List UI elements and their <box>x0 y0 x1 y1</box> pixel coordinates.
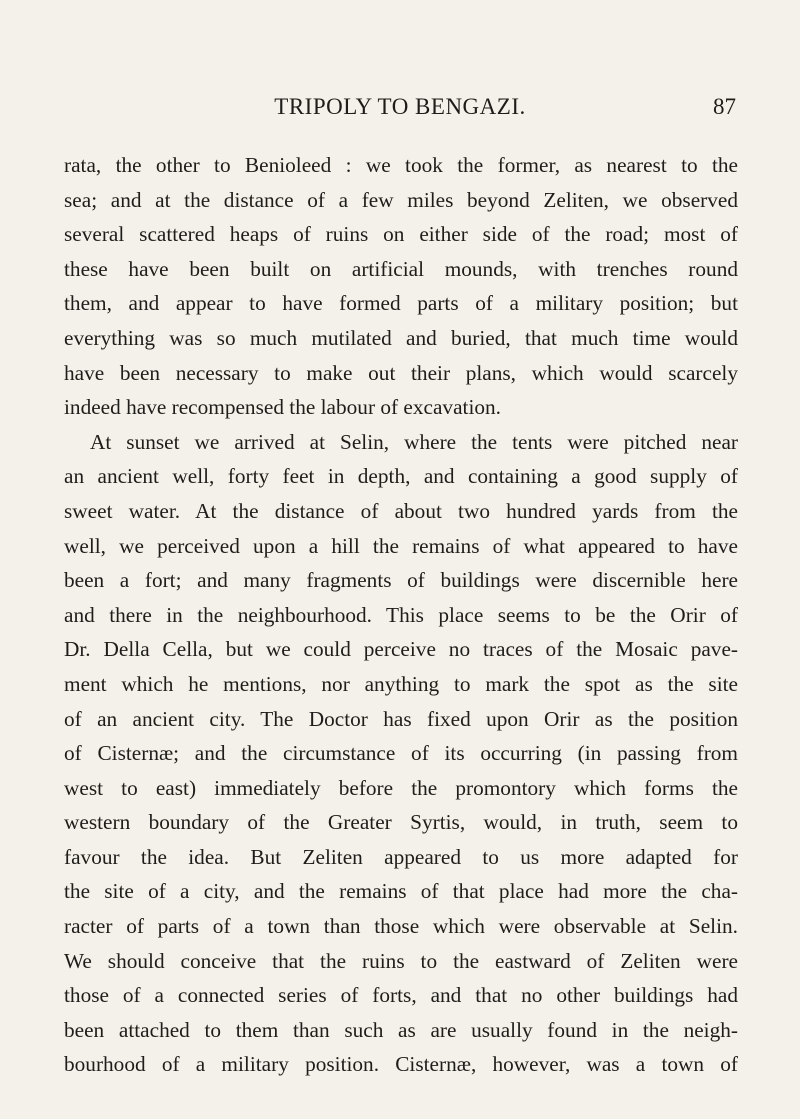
text-line: several scattered heaps of ruins on either side of the road; most of <box>64 222 738 247</box>
text-line: and there in the neighbourhood. This place seems to be the Orir of <box>64 602 738 627</box>
text-line: them, and appear to have formed parts of a military position; but <box>64 291 738 316</box>
text-line: west to east) immediately before the promontory which forms the <box>64 775 738 800</box>
text-line: been a fort; and many fragments of buildings were discernible here <box>64 568 738 593</box>
text-line: everything was so much mutilated and buried, that much time would <box>64 325 738 350</box>
text-line: have been necessary to make out their plans, which would scarcely <box>64 360 738 385</box>
text-line: of Cisternæ; and the circumstance of its occurring (in passing from <box>64 741 738 766</box>
text-line: sweet water. At the distance of about two hundred yards from the <box>64 498 738 523</box>
text-line: rata, the other to Benioleed : we took the former, as nearest to the <box>64 153 738 177</box>
text-line: the site of a city, and the remains of that place had more the cha- <box>64 879 738 904</box>
text-line: indeed have recompensed the labour of excavation. <box>64 395 501 420</box>
text-line: Dr. Della Cella, but we could perceive no traces of the Mosaic pave- <box>64 637 738 662</box>
text-line: of an ancient city. The Doctor has fixed upon Orir as the position <box>64 706 738 731</box>
text-line: these have been built on artificial mounds, with trenches round <box>64 256 738 281</box>
text-line: We should conceive that the ruins to the eastward of Zeliten were <box>64 948 738 973</box>
text-line: an ancient well, forty feet in depth, and containing a good supply of <box>64 464 738 489</box>
paragraph-2 <box>64 425 738 1082</box>
text-line: ment which he mentions, nor anything to mark the spot as the site <box>64 671 738 696</box>
text-line: racter of parts of a town than those which were observable at Selin. <box>64 914 738 939</box>
text-line: sea; and at the distance of a few miles beyond Zeliten, we observed <box>64 187 738 212</box>
text-line: western boundary of the Greater Syrtis, would, in truth, seem to <box>64 810 738 835</box>
page-number: 87 <box>713 94 736 119</box>
paragraph-1 <box>64 148 738 425</box>
page-header <box>0 88 800 128</box>
text-line: well, we perceived upon a hill the remains of what appeared to have <box>64 533 738 558</box>
text-line: At sunset we arrived at Selin, where the tents were pitched near <box>90 429 738 454</box>
text-line: favour the idea. But Zeliten appeared to us more adapted for <box>64 844 738 869</box>
text-line: bourhood of a military position. Cisternæ, however, was a town of <box>64 1052 738 1077</box>
text-line: those of a connected series of forts, and that no other buildings had <box>64 983 738 1008</box>
body-text <box>64 148 738 1082</box>
text-line: been attached to them than such as are usually found in the neigh- <box>64 1017 738 1042</box>
running-title: TRIPOLY TO BENGAZI. <box>274 94 526 119</box>
